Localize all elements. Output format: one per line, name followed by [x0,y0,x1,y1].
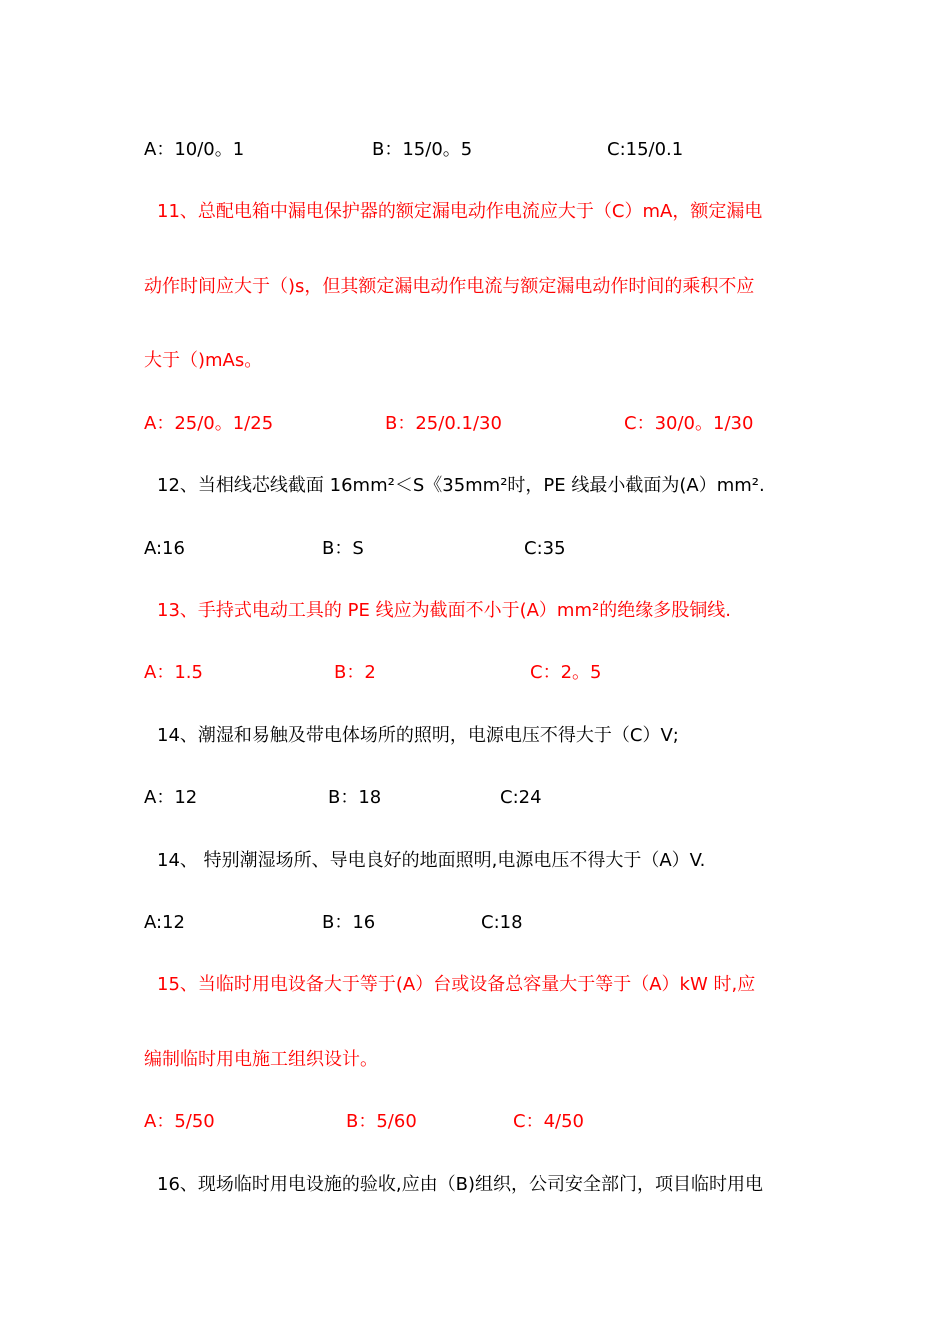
question-16-line-1: 16、现场临时用电设施的验收,应由（B)组织，公司安全部门，项目临时用电 [157,1174,763,1195]
question-11-line-1: 11、总配电箱中漏电保护器的额定漏电动作电流应大于（C）mA，额定漏电 [157,201,763,222]
option-c: C：4/50 [513,1111,584,1132]
option-c: C:18 [481,912,523,933]
option-b: B：5/60 [346,1111,417,1132]
option-c: C：2。5 [530,662,602,683]
option-b: B：2 [334,662,376,683]
option-c: C:35 [524,538,566,559]
option-a: A:12 [144,912,185,933]
option-a: A：1.5 [144,662,203,683]
option-a: A：12 [144,787,198,808]
option-a: A:16 [144,538,185,559]
option-a: A：5/50 [144,1111,215,1132]
question-11-line-3: 大于（)mAs。 [144,350,263,371]
question-15-line-1: 15、当临时用电设备大于等于(A）台或设备总容量大于等于（A）kW 时,应 [157,974,756,995]
question-12-line-1: 12、当相线芯线截面 16mm²＜S《35mm²时，PE 线最小截面为(A）mm². [157,475,765,496]
question-13-line-1: 13、手持式电动工具的 PE 线应为截面不小于(A）mm²的绝缘多股铜线. [157,600,731,621]
question-15-line-2: 编制临时用电施工组织设计。 [144,1049,378,1070]
option-a: A：25/0。1/25 [144,413,274,434]
option-c: C:15/0.1 [607,139,684,160]
option-b: B：16 [322,912,376,933]
option-b: B：15/0。5 [372,139,473,160]
option-c: C:24 [500,787,542,808]
option-a: A：10/0。1 [144,139,245,160]
question-14-line-1: 14、潮湿和易触及带电体场所的照明，电源电压不得大于（C）V; [157,725,679,746]
option-b: B：S [322,538,364,559]
question-11-line-2: 动作时间应大于（)s，但其额定漏电动作电流与额定漏电动作时间的乘积不应 [144,276,755,297]
option-b: B：18 [328,787,382,808]
option-c: C：30/0。1/30 [624,413,754,434]
option-b: B：25/0.1/30 [385,413,502,434]
question-14b-line-1: 14、 特别潮湿场所、导电良好的地面照明,电源电压不得大于（A）V. [157,850,706,871]
